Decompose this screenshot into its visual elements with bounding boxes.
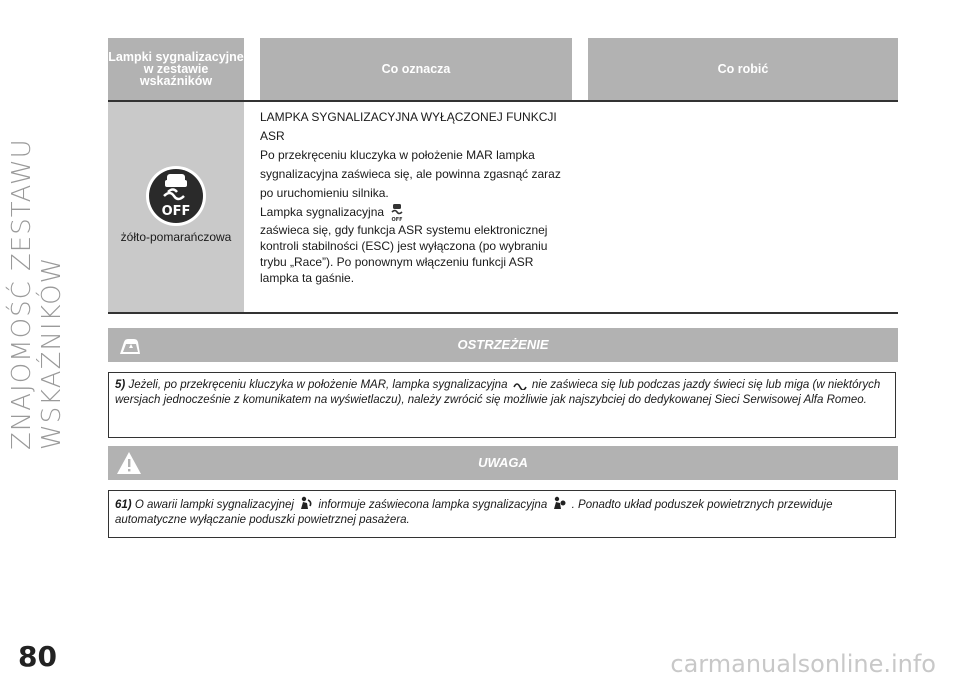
indicator-cell [108,102,244,312]
header-meaning: Co oznacza [260,38,572,100]
caution-title: UWAGA [478,455,528,470]
caution-text-mid: informuje zaświecona lampka sygnalizacyjna [318,499,548,511]
desc-lead-line [260,203,580,222]
caution-box [108,490,896,538]
warning-text-before: Jeżeli, po przekręceniu kluczyka w położenie MAR, lampka sygnalizacyjna [128,379,508,391]
asr-lamp-inline-icon [513,380,527,390]
desc-title: LAMPKA SYGNALIZACYJNA WYŁĄCZONEJ FUNKCJI ASR [260,110,557,143]
desc-tail: lampka ta gaśnie. [260,271,355,285]
caution-banner [108,446,898,480]
warning-text-after: nie zaświeca się lub podczas jazdy świeci się lub miga (w niektórych wersjach jednocześnie z komunikatem na wyświetlaczu), należy zwrócić się możliwie jak najszybciej do dedykowanej Sieci Serwisowej Alfa Romeo. [115,379,881,406]
desc-tail: trybu „Race”). Po ponownym włączeniu funkcji ASR [260,255,534,269]
svg-text:OFF: OFF [391,216,403,222]
desc-tail: kontroli stabilności (ESC) jest wyłączona (po wybraniu [260,239,548,253]
table-bottom-rule [108,312,898,314]
caution-text-before: O awarii lampki sygnalizacyjnej [134,499,294,511]
meaning-text [260,108,580,286]
page-number: 80 [18,640,57,673]
desc-tail: zaświeca się, gdy funkcja ASR systemu elektronicznej [260,223,548,237]
passenger-airbag-inline-icon [552,496,566,510]
airbag-lamp-inline-icon [299,496,313,510]
desc-line: po uruchomieniu silnika. [260,186,389,200]
asr-off-icon [144,164,208,228]
desc-line: Po przekręceniu kluczyka w położenie MAR lampka [260,148,535,162]
asr-off-label: OFF [161,204,191,219]
caution-ref: 61) [115,499,132,511]
desc-line: sygnalizacyjna zaświeca się, ale powinna zgasnąć zaraz [260,167,561,181]
indicator-color-label: żółto-pomarańczowa [120,230,232,244]
warning-box [108,372,896,438]
warning-title: OSTRZEŻENIE [457,337,549,352]
caution-text-after: . Ponadto układ poduszek powietrznych przewiduje automatyczne wyłączanie poduszki powietrznej pasażera. [115,499,833,526]
watermark: carmanualsonline.info [670,650,936,678]
header-indicators: Lampki sygnalizacyjne w zestawie wskaźników [108,38,244,100]
asr-off-small-icon [390,204,404,222]
warning-ref: 5) [115,379,126,391]
warning-banner [108,328,898,362]
desc-lead: Lampka sygnalizacyjna [260,205,385,219]
header-action: Co robić [588,38,898,100]
section-side-title: ZNAJOMOŚĆ ZESTAWU WSKAŹNIKÓW [7,138,67,450]
